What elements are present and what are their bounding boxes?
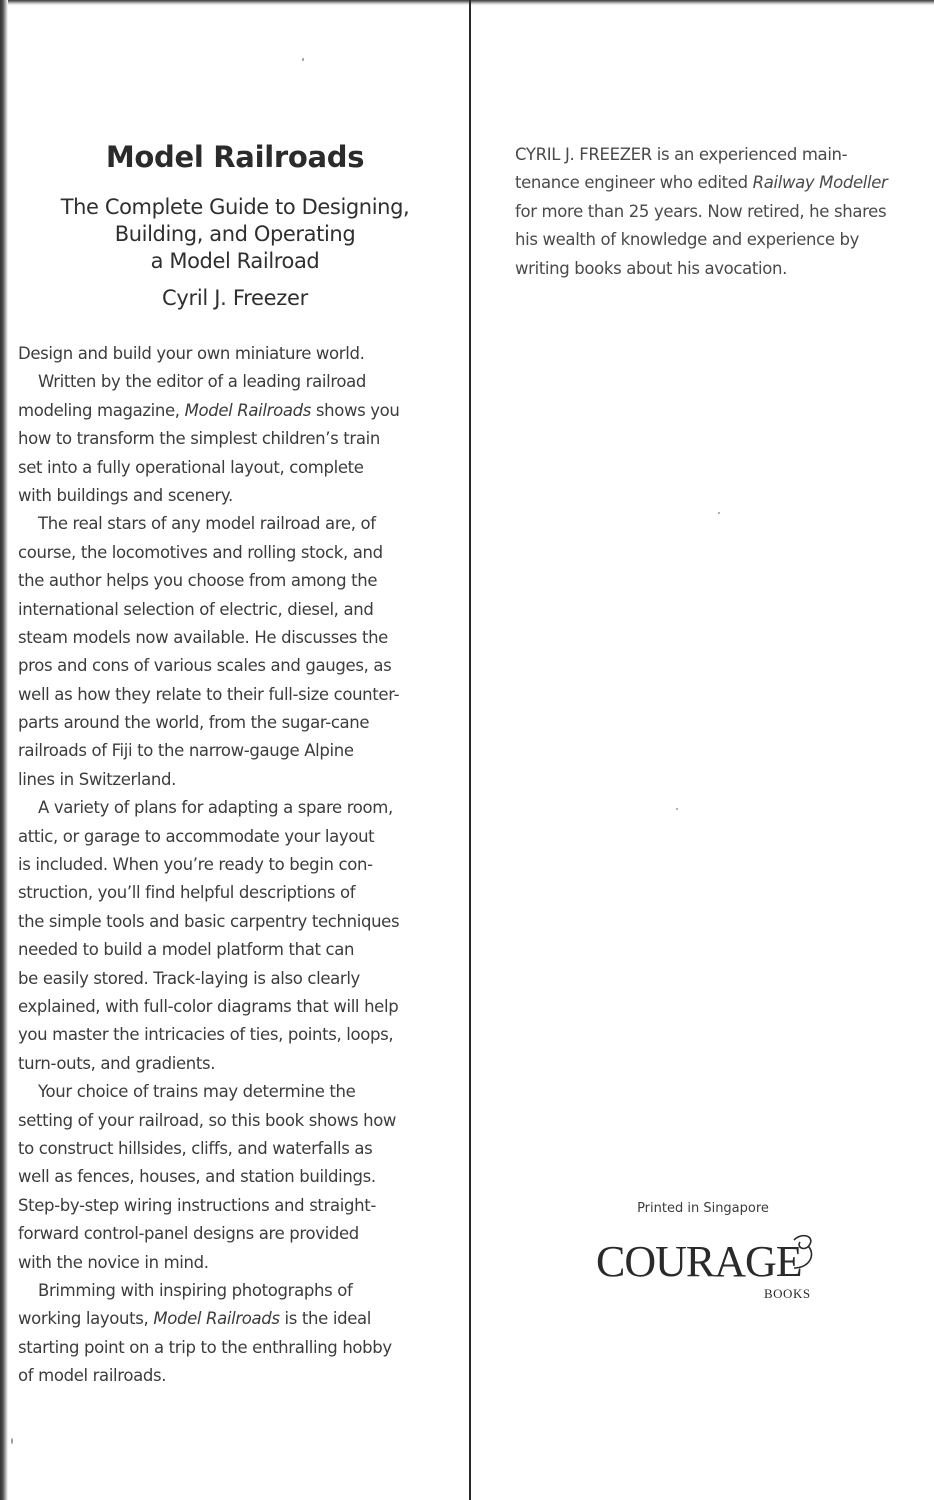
blurb-line: needed to build a model platform that can (18, 940, 355, 960)
bio-line: for more than 25 years. Now retired, he shares (515, 201, 887, 221)
blurb-line: working layouts, Model Railroads is the ideal (18, 1309, 372, 1329)
blurb-line: setting of your railroad, so this book shows how (18, 1110, 397, 1130)
blurb-line: struction, you’ll find helpful descriptions of (18, 883, 356, 903)
bio-line: his wealth of knowledge and experience by (515, 230, 860, 250)
paper-speck (11, 1438, 13, 1444)
blurb-line: course, the locomotives and rolling stock, and (18, 542, 383, 562)
blurb-line: starting point on a trip to the enthralling hobby (18, 1337, 392, 1357)
blurb-line: with the novice in mind. (18, 1252, 209, 1272)
blurb-line: the author helps you choose from among the (18, 571, 378, 591)
blurb-line: parts around the world, from the sugar-cane (18, 713, 370, 733)
blurb-line: forward control-panel designs are provided (18, 1224, 359, 1244)
italic-title: Model Railroads (153, 1309, 280, 1329)
book-author: Cyril J. Freezer (162, 286, 308, 310)
paper-speck (676, 808, 678, 810)
bio-line: writing books about his avocation. (515, 258, 787, 278)
blurb-line: international selection of electric, diesel, and (18, 599, 374, 619)
blurb-line: Your choice of trains may determine the (38, 1082, 356, 1102)
blurb-line: set into a fully operational layout, complete (18, 457, 364, 477)
blurb-line: Brimming with inspiring photographs of (38, 1280, 353, 1300)
publisher-logo-word: COURAGE (596, 1237, 802, 1286)
book-subtitle (0, 194, 470, 275)
subtitle-line: The Complete Guide to Designing, (60, 195, 410, 219)
blurb-line: pros and cons of various scales and gauges, as (18, 656, 392, 676)
blurb-line: lines in Switzerland. (18, 769, 177, 789)
blurb-line: the simple tools and basic carpentry techniques (18, 911, 400, 931)
paper-speck (718, 512, 720, 514)
publisher-logo-sub: BOOKS (764, 1286, 811, 1301)
blurb-line: steam models now available. He discusses the (18, 627, 388, 647)
blurb-line: be easily stored. Track-laying is also clearly (18, 968, 360, 988)
blurb-line: you master the intricacies of ties, points, loops, (18, 1025, 394, 1045)
blurb-line: railroads of Fiji to the narrow-gauge Alpine (18, 741, 354, 761)
back-flap (472, 0, 934, 1500)
blurb-line: attic, or garage to accommodate your layout (18, 826, 375, 846)
publisher-logo (596, 1236, 826, 1306)
blurb-line: Step-by-step wiring instructions and straight- (18, 1195, 376, 1215)
italic-title: Railway Modeller (752, 173, 888, 193)
italic-title: Model Railroads (184, 400, 311, 420)
flap-blurb (18, 340, 458, 1390)
blurb-line: explained, with full-color diagrams that will help (18, 996, 399, 1016)
book-title: Model Railroads (105, 140, 365, 174)
blurb-line: turn-outs, and gradients. (18, 1053, 216, 1073)
bio-line: CYRIL J. FREEZER is an experienced main- (515, 145, 848, 164)
swirl-icon (788, 1232, 818, 1272)
author-bio (515, 141, 925, 283)
blurb-line: well as how they relate to their full-size counter- (18, 684, 400, 704)
blurb-line: well as fences, houses, and station buildings. (18, 1167, 376, 1187)
blurb-line: is included. When you’re ready to begin con- (18, 855, 373, 875)
blurb-line: The real stars of any model railroad are, of (38, 514, 376, 534)
subtitle-line: Building, and Operating (114, 222, 356, 246)
printed-in-text: Printed in Singapore (637, 1201, 769, 1216)
blurb-line: how to transform the simplest children’s train (18, 429, 380, 449)
paper-speck (302, 58, 304, 61)
blurb-line: to construct hillsides, cliffs, and waterfalls as (18, 1138, 373, 1158)
subtitle-line: a Model Railroad (150, 249, 320, 273)
bio-line: tenance engineer who edited Railway Modeller (515, 173, 888, 193)
blurb-line: with buildings and scenery. (18, 485, 233, 505)
blurb-line: Written by the editor of a leading railroad (38, 372, 367, 392)
blurb-line: Design and build your own miniature world. (18, 344, 365, 363)
blurb-line: modeling magazine, Model Railroads shows you (18, 400, 400, 420)
printed-in-note (472, 1201, 934, 1216)
blurb-line: A variety of plans for adapting a spare room, (38, 798, 393, 818)
blurb-line: of model railroads. (18, 1366, 167, 1386)
